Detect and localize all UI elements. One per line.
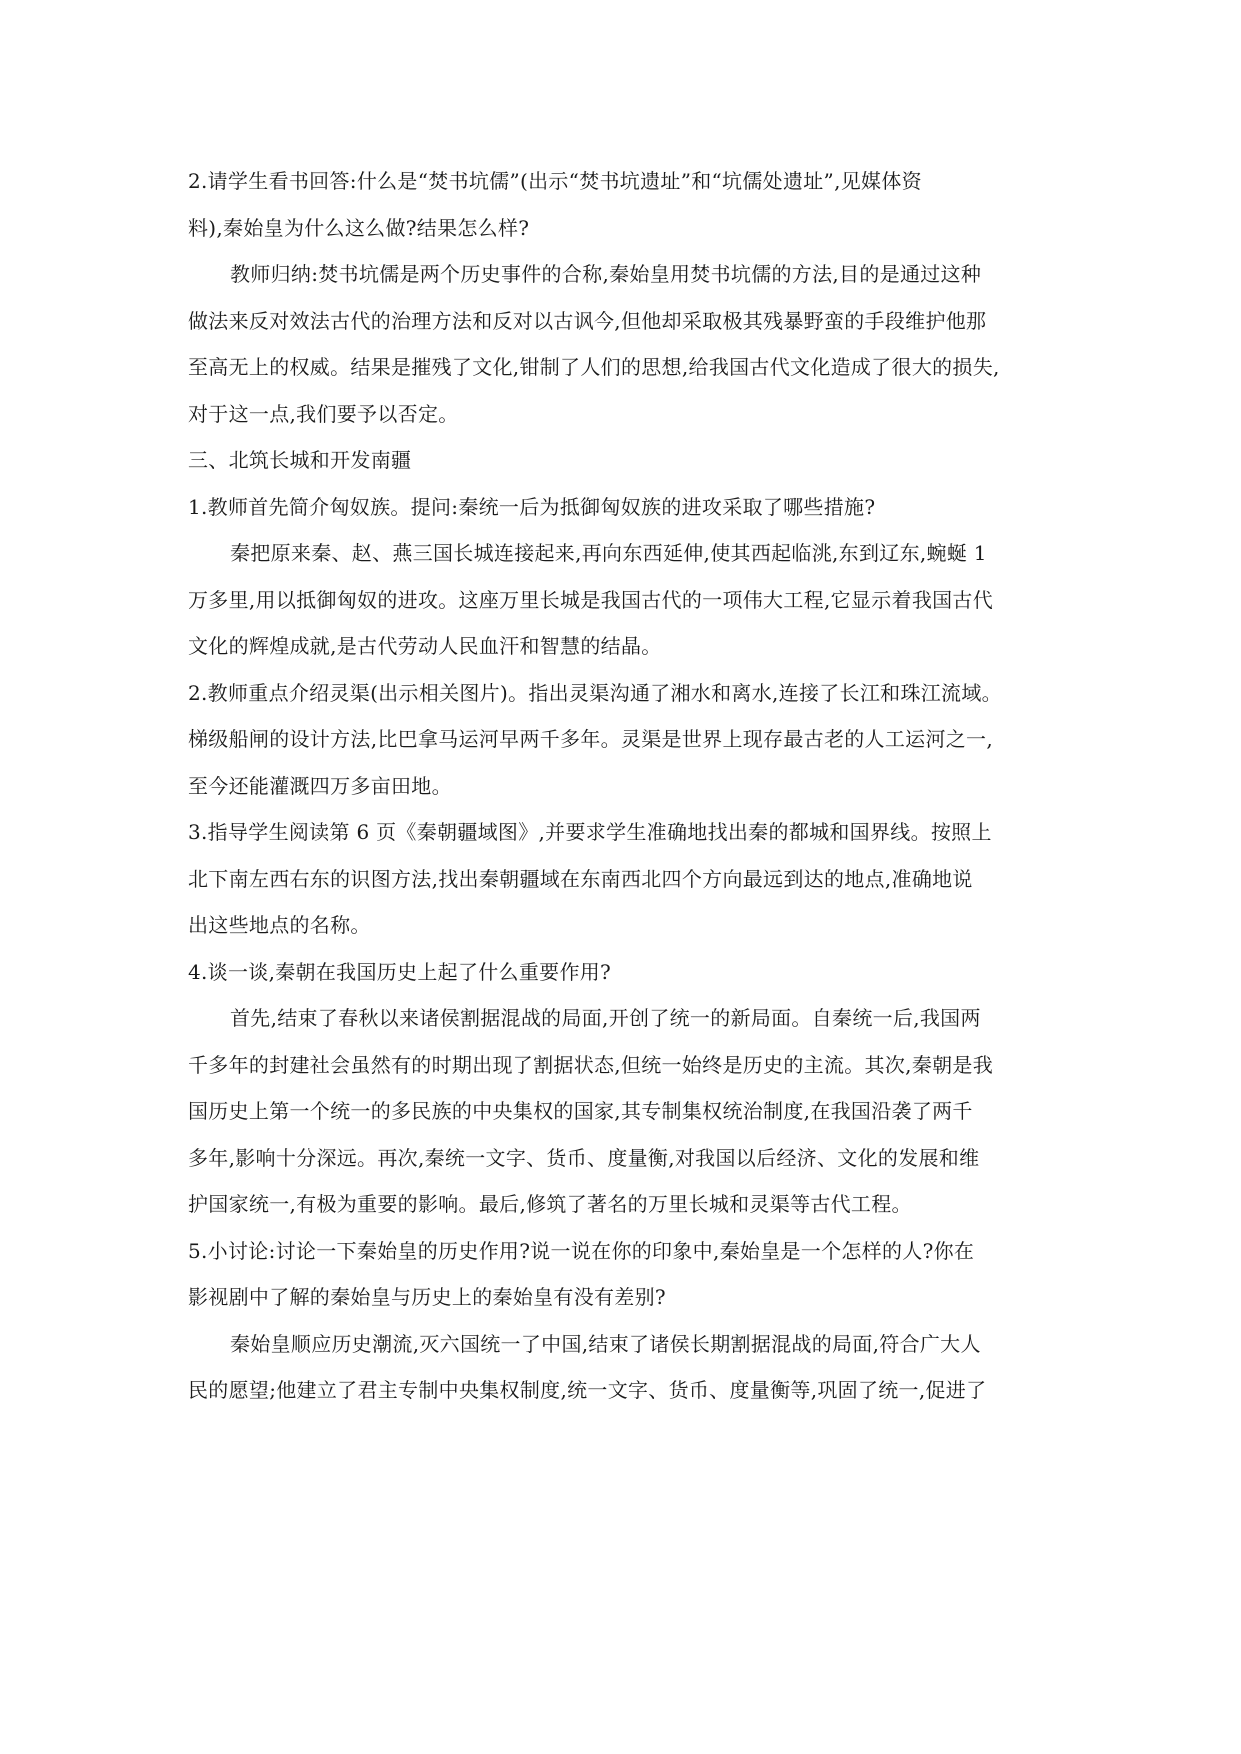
text-line: 秦把原来秦、赵、燕三国长城连接起来,再向东西延伸,使其西起临洮,东到辽东,蜿蜒 1 bbox=[230, 541, 987, 565]
text-line: 民的愿望;他建立了君主专制中央集权制度,统一文字、货币、度量衡等,巩固了统一,促进了 bbox=[188, 1378, 987, 1402]
section-heading: 三、北筑长城和开发南疆 bbox=[188, 448, 412, 472]
text-line: 5.小讨论:讨论一下秦始皇的历史作用?说一说在你的印象中,秦始皇是一个怎样的人?你在 bbox=[188, 1238, 975, 1263]
text-line: 梯级船闸的设计方法,比巴拿马运河早两千多年。灵渠是世界上现存最古老的人工运河之一, bbox=[188, 727, 994, 751]
text-line: 多年,影响十分深远。再次,秦统一文字、货币、度量衡,对我国以后经济、文化的发展和维 bbox=[188, 1145, 980, 1170]
text-line: 做法来反对效法古代的治理方法和反对以古讽今,但他却采取极其残暴野蛮的手段维护他那 bbox=[188, 308, 987, 333]
text-line: 千多年的封建社会虽然有的时期出现了割据状态,但统一始终是历史的主流。其次,秦朝是我 bbox=[188, 1052, 994, 1077]
text-line: 3.指导学生阅读第 6 页《秦朝疆域图》,并要求学生准确地找出秦的都城和国界线。按照上 bbox=[188, 820, 992, 844]
text-line: 万多里,用以抵御匈奴的进攻。这座万里长城是我国古代的一项伟大工程,它显示着我国古代 bbox=[188, 587, 994, 612]
text-line: 文化的辉煌成就,是古代劳动人民血汗和智慧的结晶。 bbox=[188, 634, 662, 658]
text-line: 护国家统一,有极为重要的影响。最后,修筑了著名的万里长城和灵渠等古代工程。 bbox=[188, 1192, 912, 1216]
text-line: 秦始皇顺应历史潮流,灭六国统一了中国,结束了诸侯长期割据混战的局面,符合广大人 bbox=[230, 1331, 981, 1356]
text-line: 国历史上第一个统一的多民族的中央集权的国家,其专制集权统治制度,在我国沿袭了两千 bbox=[188, 1099, 973, 1123]
document-body bbox=[188, 158, 1068, 1414]
text-line: 至今还能灌溉四万多亩田地。 bbox=[188, 773, 452, 798]
text-line: 影视剧中了解的秦始皇与历史上的秦始皇有没有差别? bbox=[188, 1285, 666, 1309]
text-line: 料),秦始皇为什么这么做?结果怎么样? bbox=[188, 215, 530, 240]
text-line: 首先,结束了春秋以来诸侯割据混战的局面,开创了统一的新局面。自秦统一后,我国两 bbox=[230, 1006, 981, 1030]
text-line: 2.教师重点介绍灵渠(出示相关图片)。指出灵渠沟通了湘水和离水,连接了长江和珠江流域。 bbox=[188, 680, 1002, 705]
text-line: 至高无上的权威。结果是摧残了文化,钳制了人们的思想,给我国古代文化造成了很大的损失, bbox=[188, 355, 1000, 379]
text-line: 教师归纳:焚书坑儒是两个历史事件的合称,秦始皇用焚书坑儒的方法,目的是通过这种 bbox=[230, 262, 982, 286]
text-line: 出这些地点的名称。 bbox=[188, 913, 371, 937]
text-line: 北下南左西右东的识图方法,找出秦朝疆域在东南西北四个方向最远到达的地点,准确地说 bbox=[188, 866, 973, 891]
text-line: 2.请学生看书回答:什么是“焚书坑儒”(出示“焚书坑遗址”和“坑儒处遗址”,见媒体资 bbox=[188, 169, 922, 193]
text-line: 1.教师首先简介匈奴族。提问:秦统一后为抵御匈奴族的进攻采取了哪些措施? bbox=[188, 494, 876, 519]
text-line: 4.谈一谈,秦朝在我国历史上起了什么重要作用? bbox=[188, 959, 612, 984]
text-line: 对于这一点,我们要予以否定。 bbox=[188, 401, 459, 426]
